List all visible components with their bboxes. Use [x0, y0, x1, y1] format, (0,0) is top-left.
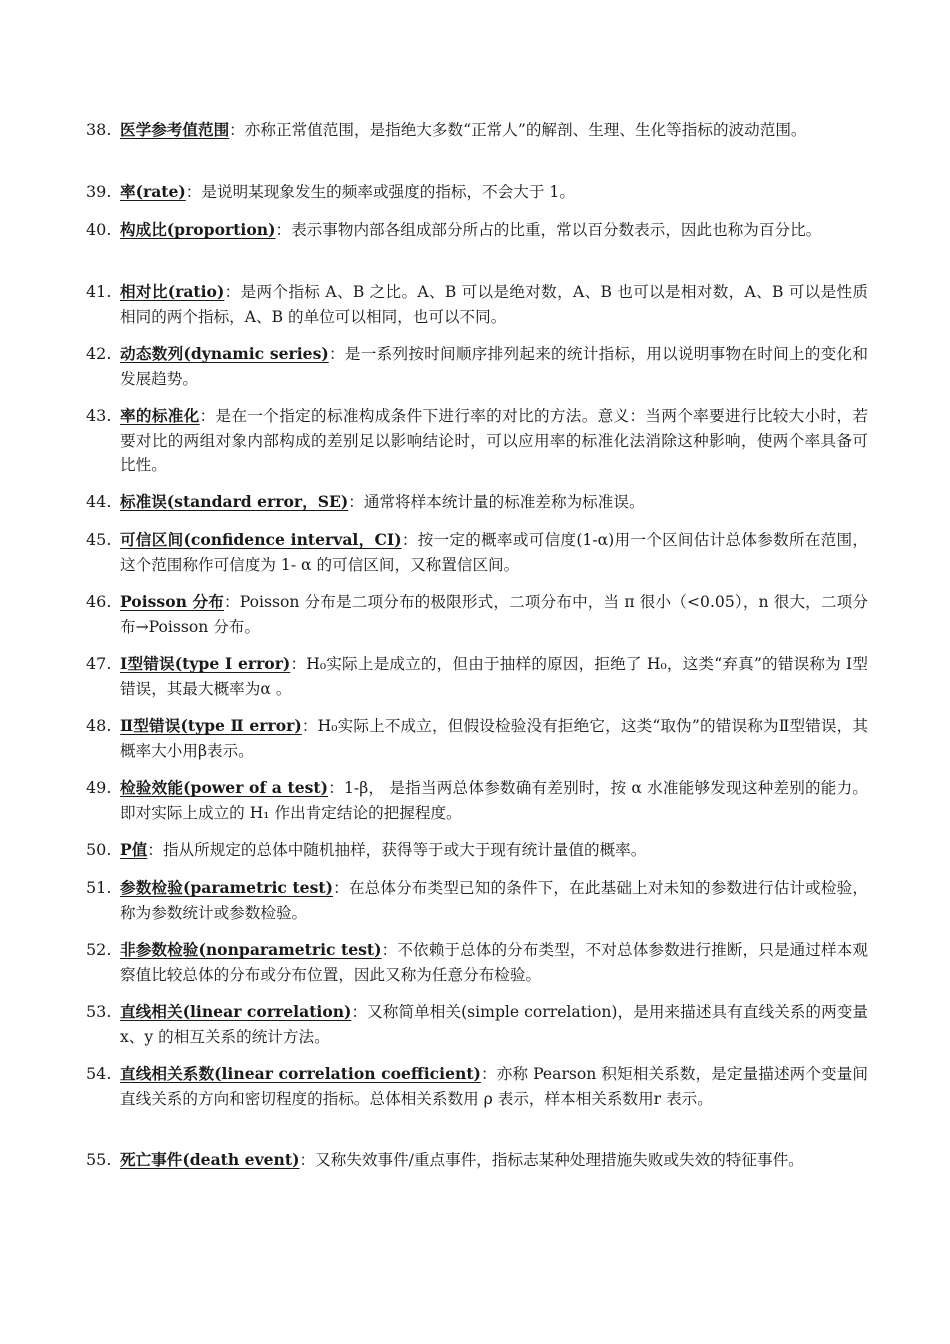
list-item: [86, 342, 868, 391]
term: 率的标准化: [120, 406, 200, 425]
definition: 按一定的概率或可信度(1-α)用一个区间估计总体参数所在范围，这个范围称作可信度为 1- α 的可信区间，又称置信区间。: [120, 531, 868, 574]
item-body: [120, 590, 868, 639]
term: P值: [120, 840, 148, 859]
list-item: [86, 938, 868, 987]
separator: ：: [328, 779, 344, 797]
term: 可信区间(confidence interval，CI): [120, 530, 402, 549]
item-number: 53.: [86, 1002, 112, 1021]
item-number: 55.: [86, 1150, 112, 1169]
item-number: 45.: [86, 530, 112, 549]
separator: ：: [199, 407, 216, 425]
separator: ：: [351, 1003, 368, 1021]
definition: Poisson 分布是二项分布的极限形式，二项分布中，当 π 很小（<0.05），n 很大，二项分布→Poisson 分布。: [120, 593, 868, 636]
definition: 不依赖于总体的分布类型，不对总体参数进行推断，只是通过样本观察值比较总体的分布或分布位置，因此又称为任意分布检验。: [120, 941, 868, 984]
list-item: [86, 118, 868, 143]
term: 直线相关(linear correlation): [120, 1002, 352, 1021]
item-body: [120, 342, 868, 391]
list-item: [86, 1000, 868, 1049]
list-item: [86, 490, 868, 515]
item-body: [120, 1062, 868, 1111]
term: 参数检验(parametric test): [120, 878, 333, 897]
list-item: [86, 876, 868, 925]
item-number: 46.: [86, 592, 112, 611]
definition: 1-β， 是指当两总体参数确有差别时，按 α 水准能够发现这种差别的能力。即对实际上成立的 H₁ 作出肯定结论的把握程度。: [120, 779, 868, 822]
list-item: [86, 838, 868, 863]
definition: 表示事物内部各组成部分所占的比重，常以百分数表示，因此也称为百分比。: [291, 221, 822, 239]
separator: ：: [275, 221, 292, 239]
item-number: 51.: [86, 878, 112, 897]
separator: ：: [301, 717, 318, 735]
item-body: [120, 714, 868, 763]
item-number: 44.: [86, 492, 112, 511]
separator: ：: [229, 121, 245, 139]
term: 检验效能(power of a test): [120, 778, 328, 797]
item-body: [120, 404, 868, 478]
item-number: 42.: [86, 344, 112, 363]
term: 死亡事件(death event): [120, 1150, 300, 1169]
item-body: [120, 876, 868, 925]
item-body: [120, 218, 868, 243]
list-item: [86, 280, 868, 329]
definition: 又称失效事件/重点事件，指标志某种处理措施失败或失效的特征事件。: [315, 1151, 804, 1169]
item-number: 50.: [86, 840, 112, 859]
list-item: [86, 652, 868, 701]
term: 非参数检验(nonparametric test): [120, 940, 382, 959]
term: 率(rate): [120, 182, 186, 201]
term: Ⅱ型错误(type Ⅱ error): [120, 716, 302, 735]
separator: ：: [381, 941, 398, 959]
item-number: 43.: [86, 406, 112, 425]
item-body: [120, 838, 868, 863]
term: 医学参考值范围: [120, 120, 230, 139]
list-item: [86, 776, 868, 825]
item-number: 38.: [86, 120, 112, 139]
item-body: [120, 180, 868, 205]
definition: 是两个指标 A、B 之比。A、B 可以是绝对数，A、B 也可以是相对数，A、B 可以是性质相同的两个指标，A、B 的单位可以相同，也可以不同。: [120, 283, 868, 326]
separator: ：: [299, 1151, 316, 1169]
list-item: [86, 1062, 868, 1111]
list-item: [86, 404, 868, 478]
item-body: [120, 938, 868, 987]
separator: ：: [185, 183, 202, 201]
item-body: [120, 280, 868, 329]
list-item: [86, 180, 868, 205]
separator: ：: [480, 1065, 497, 1083]
definition: H₀实际上不成立，但假设检验没有拒绝它，这类“取伪”的错误称为Ⅱ型错误，其概率大小用β表示。: [120, 717, 868, 760]
item-number: 49.: [86, 778, 112, 797]
item-body: [120, 652, 868, 701]
separator: ：: [332, 879, 349, 897]
definition: H₀实际上是成立的，但由于抽样的原因，拒绝了 H₀，这类“弃真”的错误称为 Ⅰ型错误，其最大概率为α 。: [120, 655, 868, 698]
definition: 通常将样本统计量的标准差称为标准误。: [363, 493, 645, 511]
item-body: [120, 776, 868, 825]
item-body: [120, 1000, 868, 1049]
separator: ：: [328, 345, 345, 363]
term: 直线相关系数(linear correlation coefficient): [120, 1064, 481, 1083]
item-body: [120, 1148, 868, 1173]
separator: ：: [348, 493, 364, 511]
term: Poisson 分布: [120, 592, 224, 611]
list-item: [86, 714, 868, 763]
separator: ：: [401, 531, 418, 549]
item-body: [120, 490, 868, 515]
definition: 在总体分布类型已知的条件下，在此基础上对未知的参数进行估计或检验，称为参数统计或参数检验。: [120, 879, 868, 922]
item-number: 41.: [86, 282, 112, 301]
item-body: [120, 118, 868, 143]
definition: 是说明某现象发生的频率或强度的指标，不会大于 1。: [201, 183, 575, 201]
separator: ：: [223, 593, 240, 611]
term: 动态数列(dynamic series): [120, 344, 329, 363]
list-item: [86, 218, 868, 243]
definition: 是一系列按时间顺序排列起来的统计指标，用以说明事物在时间上的变化和发展趋势。: [120, 345, 868, 388]
term: 相对比(ratio): [120, 282, 225, 301]
separator: ：: [224, 283, 241, 301]
term: 构成比(proportion): [120, 220, 276, 239]
definition: 亦称正常值范围，是指绝大多数“正常人”的解剖、生理、生化等指标的波动范围。: [244, 121, 807, 139]
definition: 亦称 Pearson 积矩相关系数，是定量描述两个变量间直线关系的方向和密切程度的指标。总体相关系数用 ρ 表示，样本相关系数用r 表示。: [120, 1065, 868, 1108]
item-number: 40.: [86, 220, 112, 239]
item-number: 47.: [86, 654, 112, 673]
term: 标准误(standard error，SE): [120, 492, 349, 511]
item-number: 39.: [86, 182, 112, 201]
definition: 又称简单相关(simple correlation)，是用来描述具有直线关系的两变量x、y 的相互关系的统计方法。: [120, 1003, 868, 1046]
list-item: [86, 590, 868, 639]
term: Ⅰ型错误(type Ⅰ error): [120, 654, 291, 673]
list-item: [86, 1148, 868, 1173]
item-body: [120, 528, 868, 577]
item-number: 48.: [86, 716, 112, 735]
definition: 是在一个指定的标准构成条件下进行率的对比的方法。意义：当两个率要进行比较大小时，若要对比的两组对象内部构成的差别足以影响结论时，可以应用率的标准化法消除这种影响，使两个率具备可比性。: [120, 407, 868, 474]
item-number: 54.: [86, 1064, 112, 1083]
list-item: [86, 528, 868, 577]
separator: ：: [147, 841, 163, 859]
separator: ：: [290, 655, 307, 673]
definition: 指从所规定的总体中随机抽样，获得等于或大于现有统计量值的概率。: [162, 841, 647, 859]
item-number: 52.: [86, 940, 112, 959]
